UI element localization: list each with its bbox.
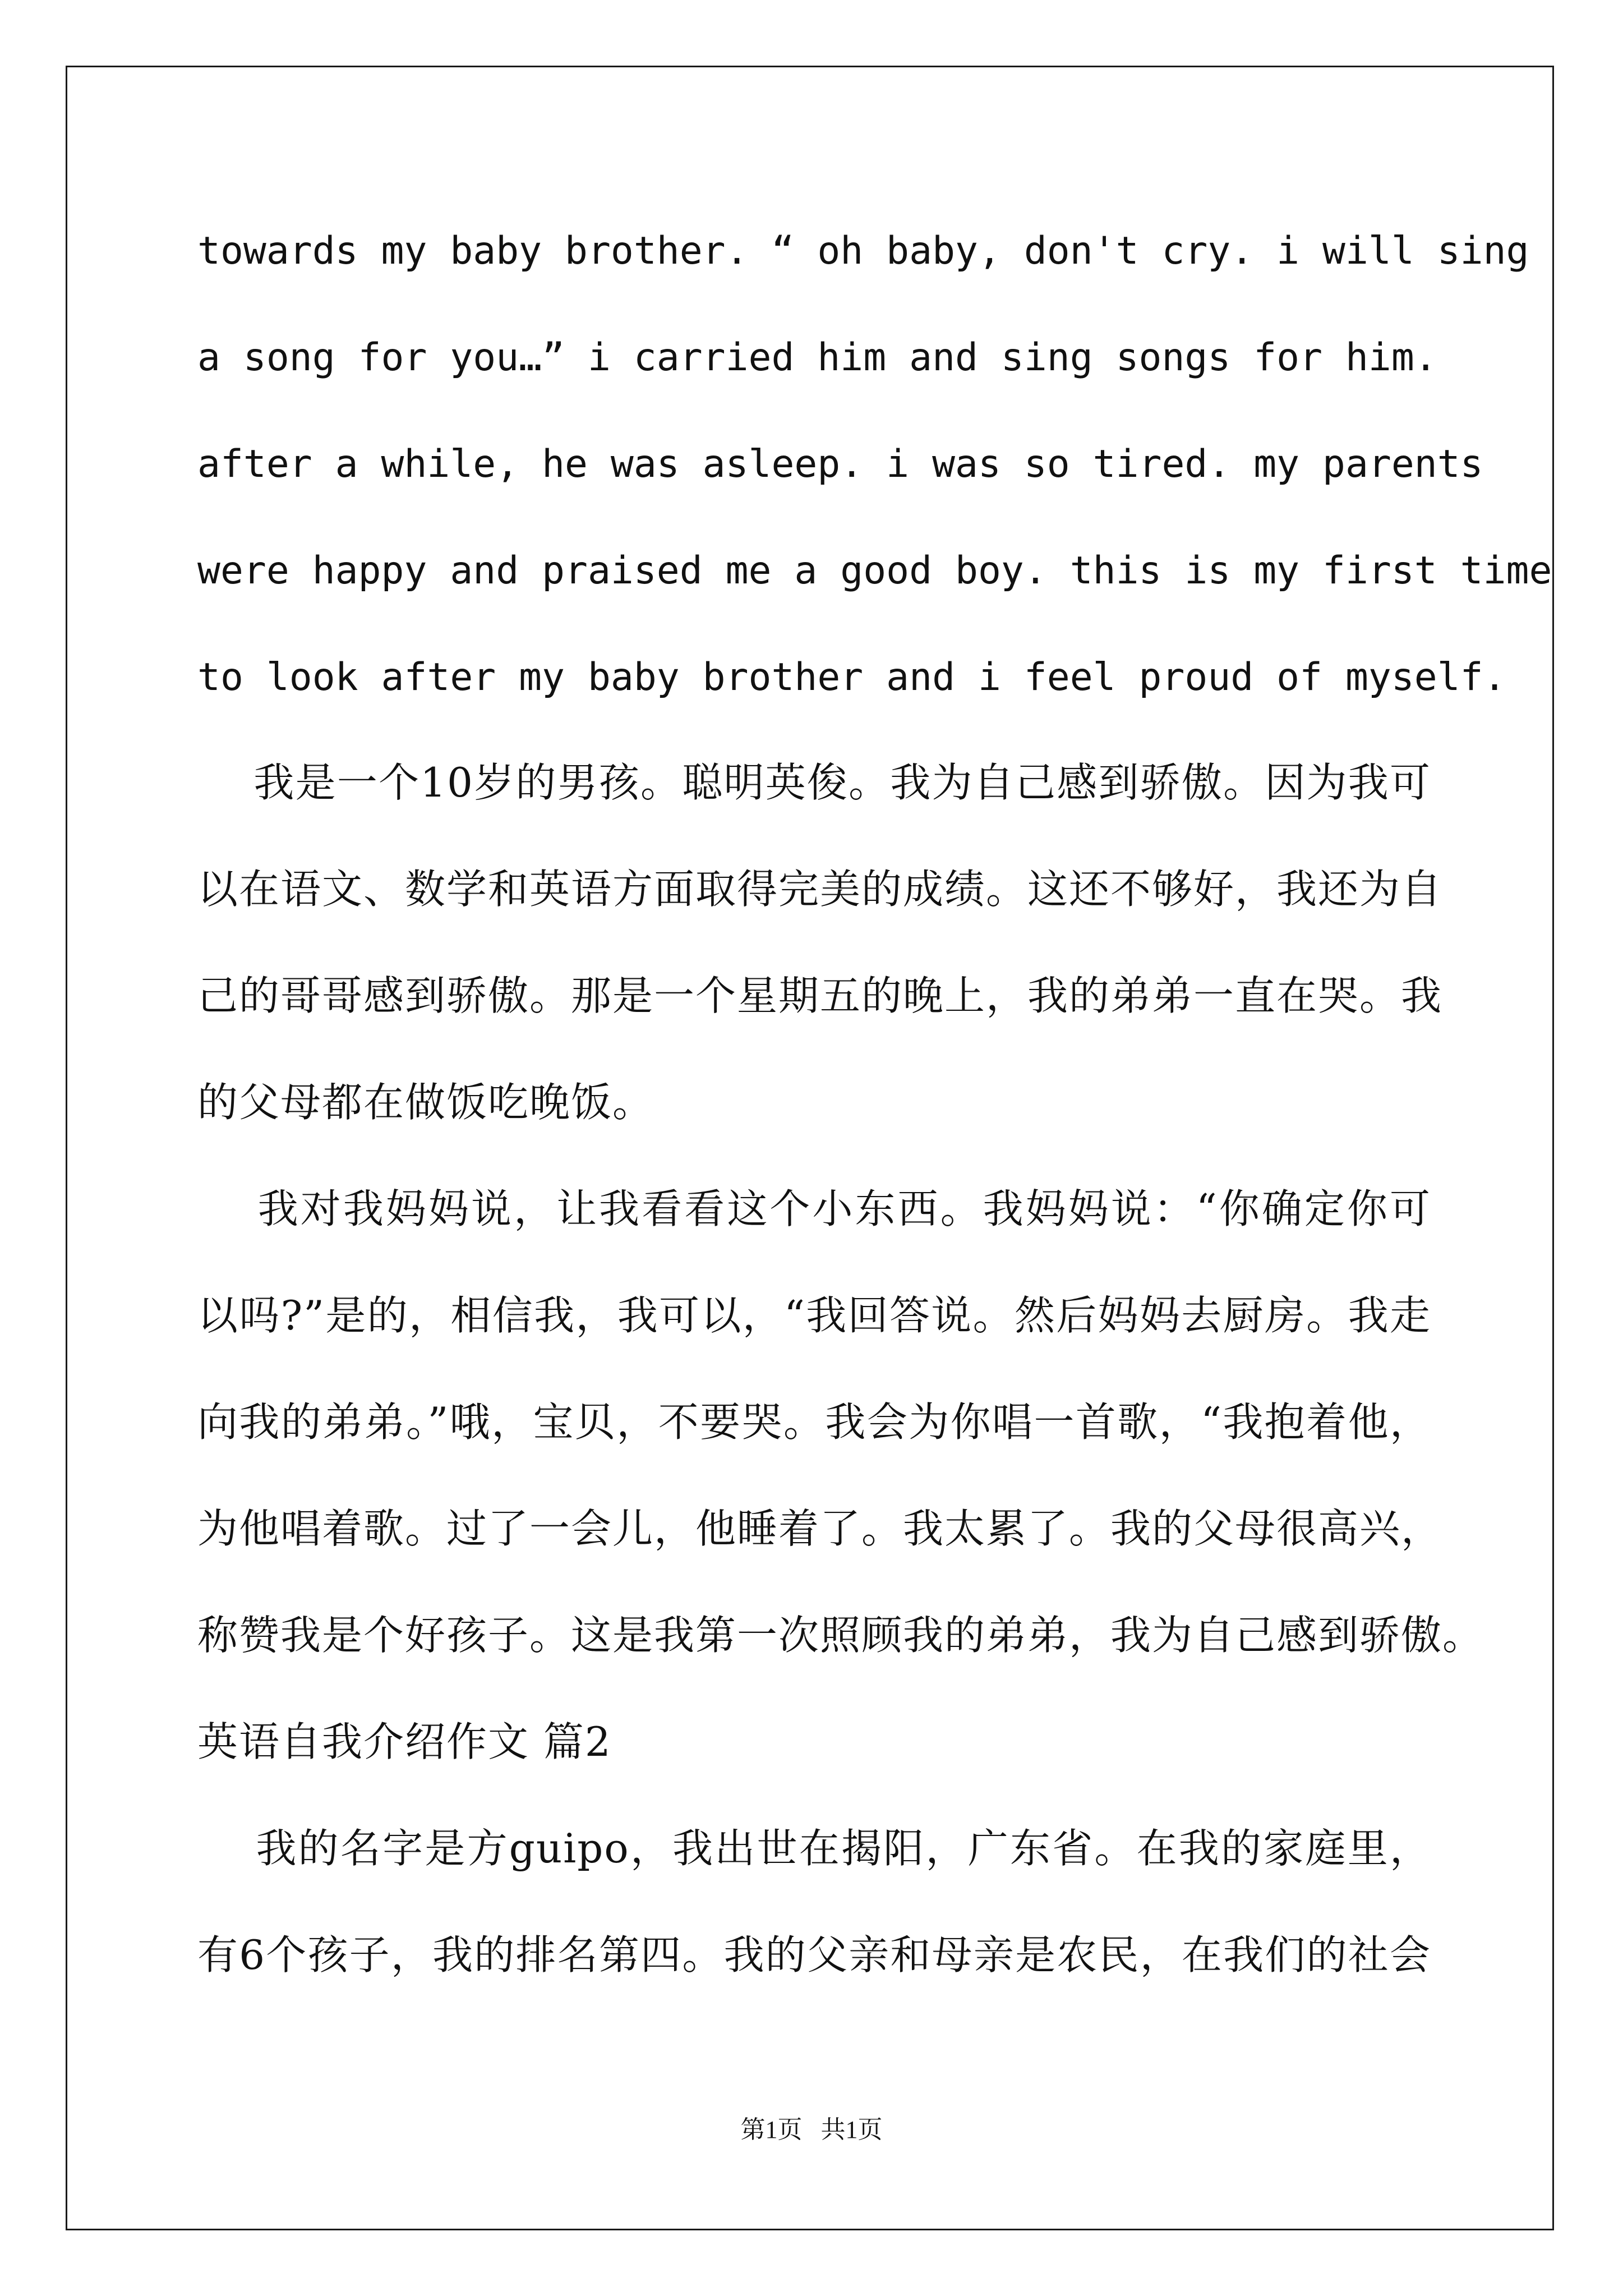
text-line: were happy and praised me a good boy. this is my first time <box>197 549 1552 593</box>
text-line: 己的哥哥感到骄傲。那是一个星期五的晚上，我的弟弟一直在哭。我 <box>197 972 1443 1019</box>
text-line: 以在语文、数学和英语方面取得完美的成绩。这还不够好，我还为自 <box>197 866 1443 913</box>
page-footer: 第1页 共1页 <box>740 2116 883 2143</box>
text-line: 我对我妈妈说，让我看看这个小东西。我妈妈说：“你确定你可 <box>197 1185 1431 1232</box>
text-line: towards my baby brother. “ oh baby, don't cry. i will sing <box>197 229 1529 273</box>
page-border <box>66 66 1554 2230</box>
text-line: 以吗?”是的，相信我，我可以，“我回答说。然后妈妈去厨房。我走 <box>197 1292 1431 1339</box>
text-line: after a while, he was asleep. i was so tired. my parents <box>197 442 1483 486</box>
text-line: to look after my baby brother and i feel proud of myself. <box>197 655 1506 700</box>
text-line: a song for you…” i carried him and sing songs for him. <box>197 335 1437 380</box>
text-line: 向我的弟弟。”哦，宝贝，不要哭。我会为你唱一首歌，“我抱着他， <box>197 1398 1431 1446</box>
text-line: 的父母都在做饭吃晚饭。 <box>197 1079 654 1126</box>
text-line: 有6个孩子，我的排名第四。我的父亲和母亲是农民，在我们的社会 <box>197 1931 1431 1978</box>
text-line: 我是一个10岁的男孩。聪明英俊。我为自己感到骄傲。因为我可 <box>197 759 1431 806</box>
section-heading: 英语自我介绍作文 篇2 <box>197 1718 612 1765</box>
text-line: 称赞我是个好孩子。这是我第一次照顾我的弟弟，我为自己感到骄傲。 <box>197 1612 1484 1659</box>
text-line: 为他唱着歌。过了一会儿，他睡着了。我太累了。我的父母很高兴， <box>197 1505 1443 1552</box>
text-line: 我的名字是方guipo，我出世在揭阳，广东省。在我的家庭里， <box>197 1825 1431 1872</box>
